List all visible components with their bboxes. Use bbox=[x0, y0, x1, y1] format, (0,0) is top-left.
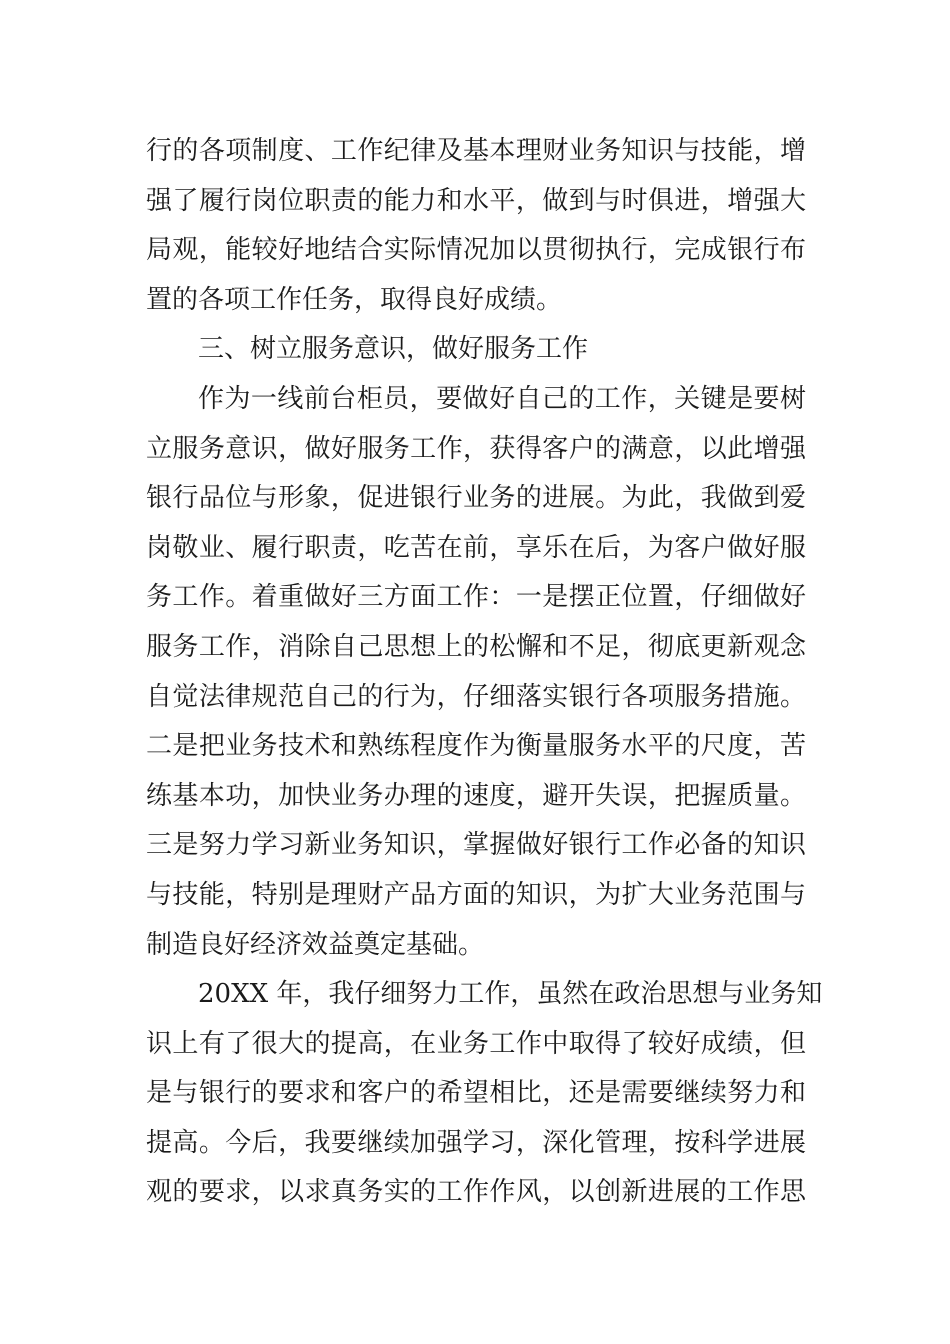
text-line: 提高。今后，我要继续加强学习，深化管理，按科学进展 bbox=[146, 1127, 806, 1158]
text-line: 识上有了很大的提高，在业务工作中取得了较好成绩，但 bbox=[146, 1028, 806, 1059]
text-line: 制造良好经济效益奠定基础。 bbox=[146, 929, 485, 960]
text-line: 三、树立服务意识，做好服务工作 bbox=[198, 334, 589, 365]
body-text bbox=[146, 127, 823, 1218]
text-line: 自觉法律规范自己的行为，仔细落实银行各项服务措施。 bbox=[146, 681, 806, 712]
text-line: 服务工作，消除自己思想上的松懈和不足，彻底更新观念 bbox=[146, 631, 806, 662]
text-line: 行的各项制度、工作纪律及基本理财业务知识与技能，增 bbox=[146, 136, 806, 166]
text-line: 作为一线前台柜员，要做好自己的工作，关键是要树 bbox=[198, 383, 806, 414]
text-line: 三是努力学习新业务知识，掌握做好银行工作必备的知识 bbox=[146, 830, 806, 861]
text-line: 观的要求，以求真务实的工作作风，以创新进展的工作思 bbox=[146, 1177, 806, 1208]
text-line: 岗敬业、履行职责，吃苦在前，享乐在后，为客户做好服 bbox=[146, 532, 806, 563]
text-line: 是与银行的要求和客户的希望相比，还是需要继续努力和 bbox=[146, 1078, 806, 1109]
text-line: 20XX 年，我仔细努力工作，虽然在政治思想与业务知 bbox=[198, 979, 823, 1010]
text-line: 置的各项工作任务，取得良好成绩。 bbox=[146, 284, 563, 315]
text-line: 二是把业务技术和熟练程度作为衡量服务水平的尺度，苦 bbox=[146, 731, 806, 762]
text-line: 银行品位与形象，促进银行业务的进展。为此，我做到爱 bbox=[146, 483, 806, 514]
text-line: 练基本功，加快业务办理的速度，避开失误，把握质量。 bbox=[146, 780, 806, 811]
text-line: 强了履行岗位职责的能力和水平，做到与时俱进，增强大 bbox=[146, 185, 806, 216]
text-line: 局观，能较好地结合实际情况加以贯彻执行，完成银行布 bbox=[146, 235, 806, 266]
text-line: 与技能，特别是理财产品方面的知识，为扩大业务范围与 bbox=[146, 879, 806, 910]
text-line: 务工作。着重做好三方面工作：一是摆正位置，仔细做好 bbox=[146, 582, 806, 613]
text-line: 立服务意识，做好服务工作，获得客户的满意，以此增强 bbox=[146, 433, 806, 464]
